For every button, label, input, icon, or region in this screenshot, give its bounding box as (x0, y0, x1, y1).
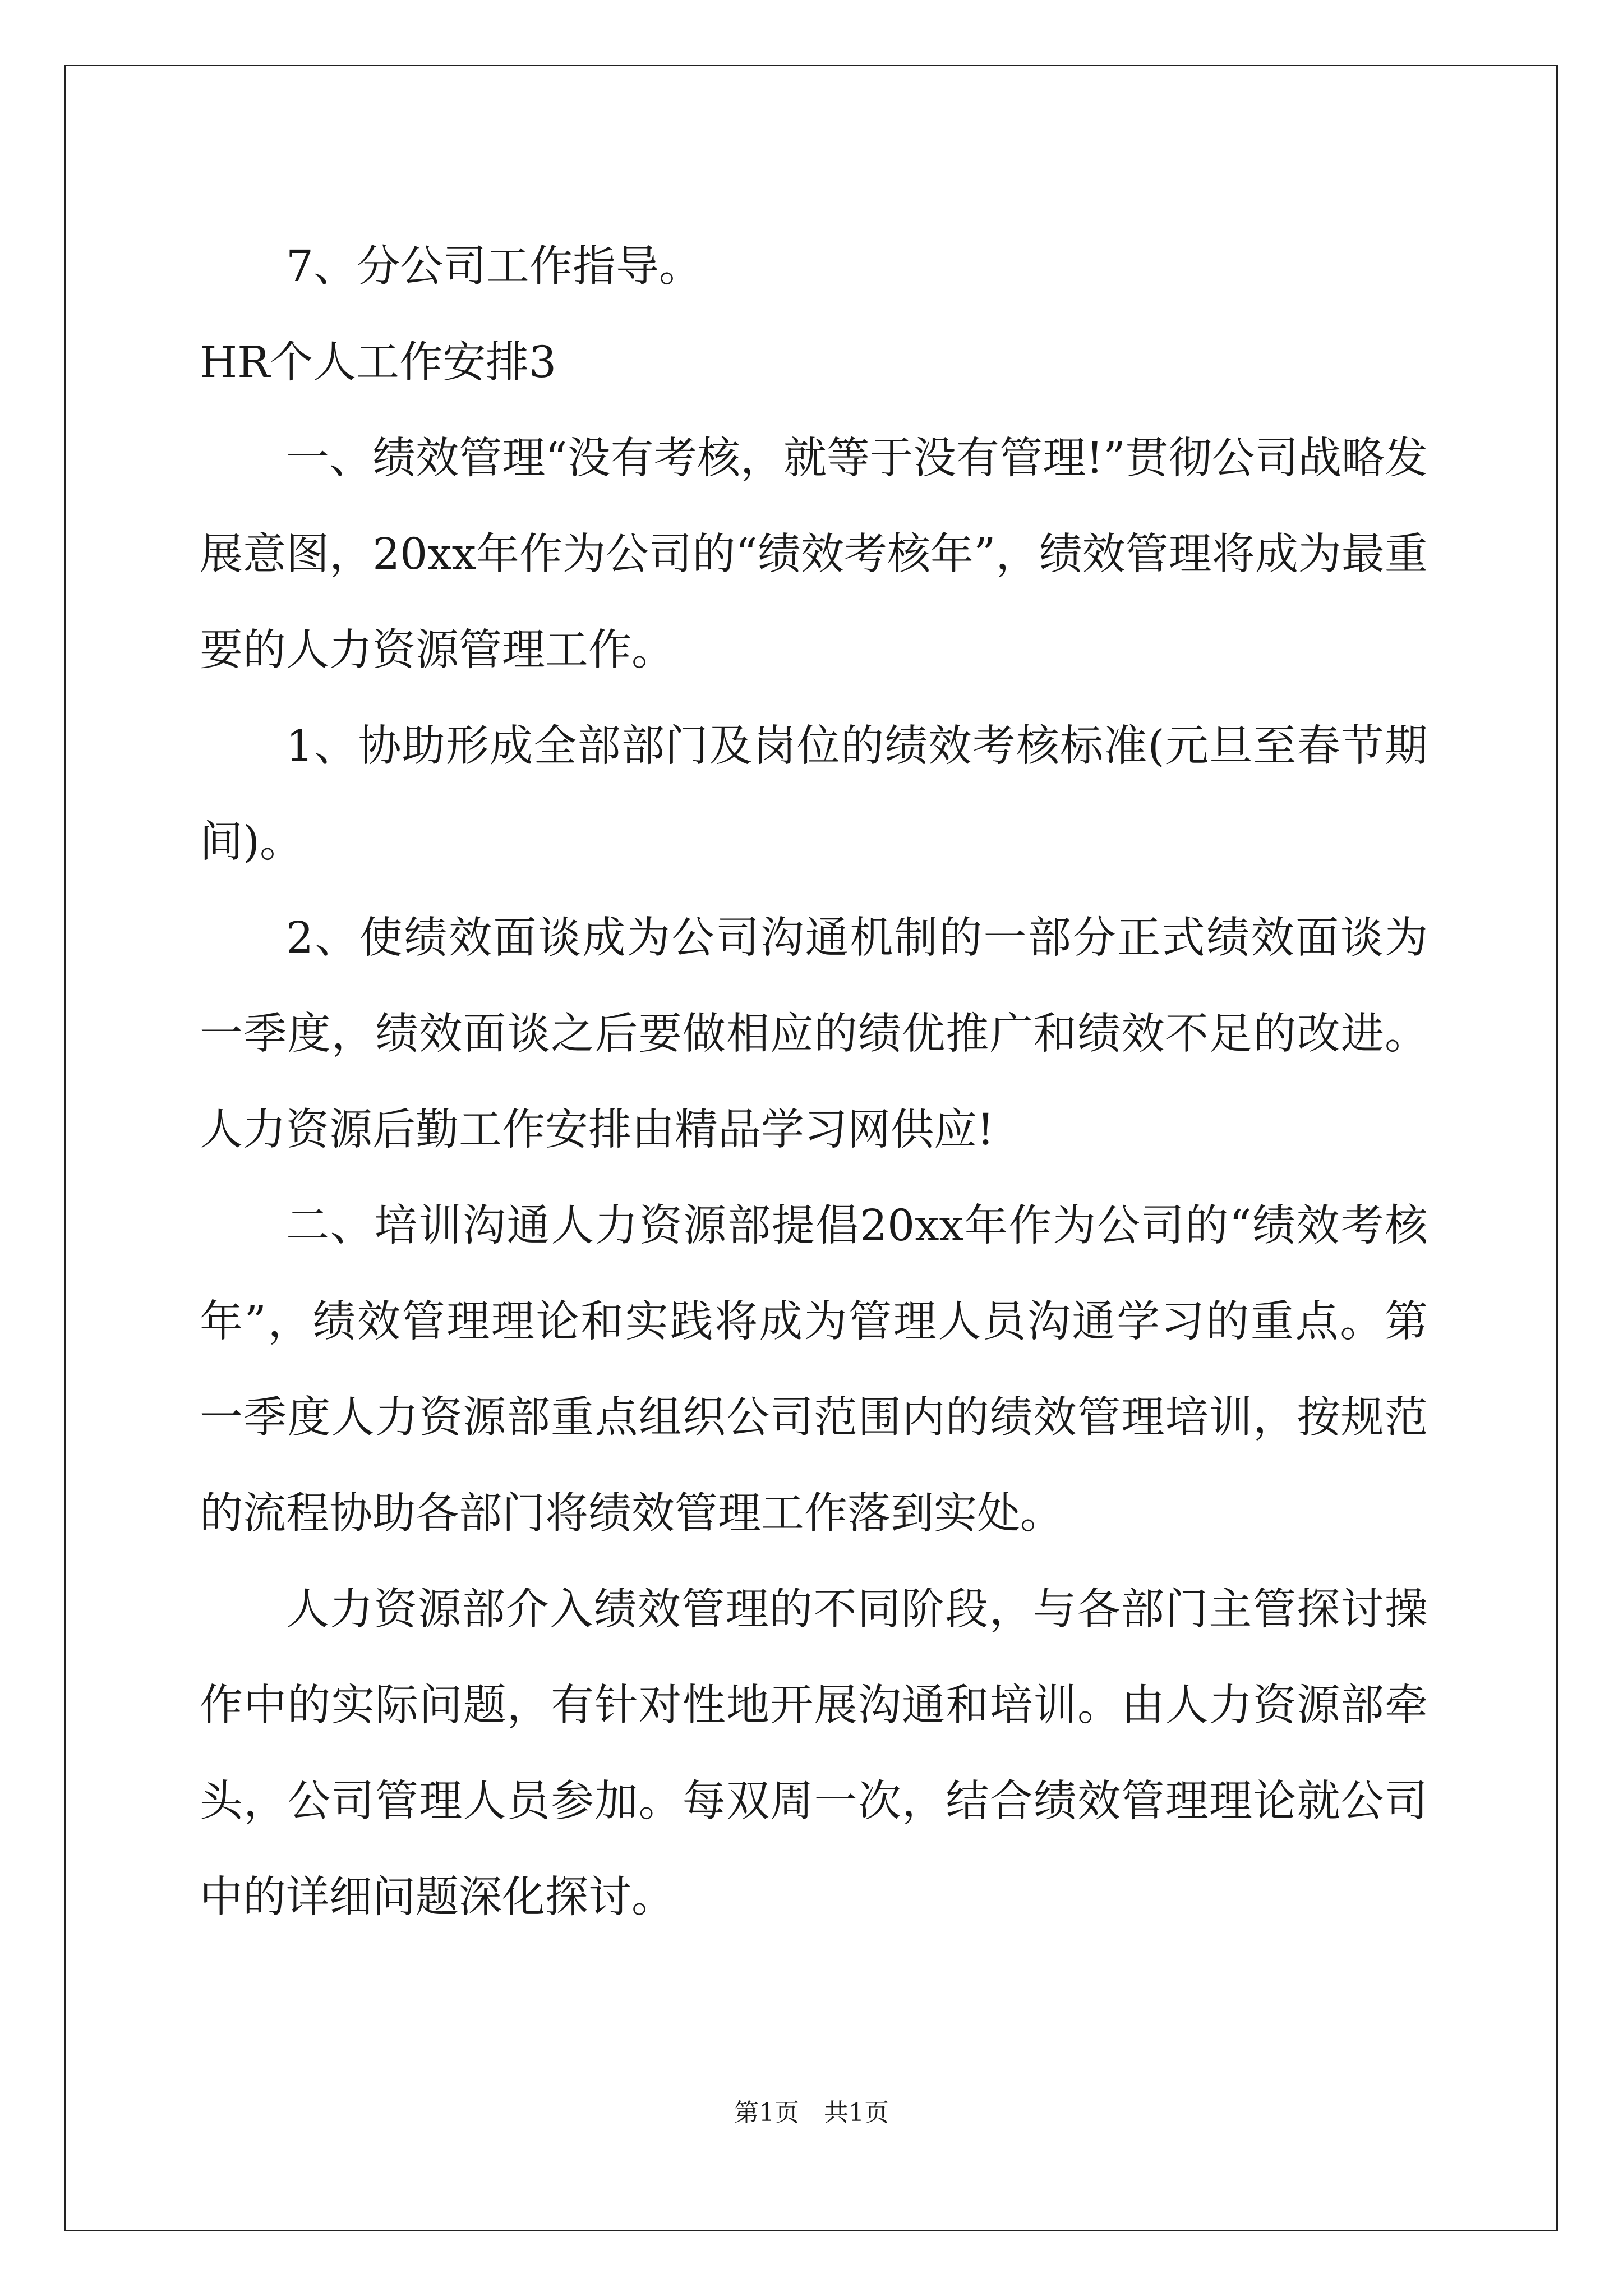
paragraph-performance-management: 一、绩效管理“没有考核，就等于没有管理!”贯彻公司战略发展意图，20xx年作为公司的“绩效考核年”，绩效管理将成为最重要的人力资源管理工作。 (200, 434, 1428, 675)
paragraph-item-7: 7、分公司工作指导。 (286, 242, 702, 292)
paragraph-hr-involvement: 人力资源部介入绩效管理的不同阶段，与各部门主管探讨操作中的实际问题，有针对性地开展沟通和培训。由人力资源部牵头，公司管理人员参加。每双周一次，结合绩效管理理论就公司中的详细问题深化探讨。 (200, 1585, 1428, 1922)
paragraph-item-1: 1、协助形成全部部门及岗位的绩效考核标准(元旦至春节期间)。 (200, 721, 1428, 867)
page-number-footer: 第1页 共1页 (734, 2099, 889, 2127)
paragraph-item-2: 2、使绩效面谈成为公司沟通机制的一部分正式绩效面谈为一季度，绩效面谈之后要做相应的绩优推广和绩效不足的改进。人力资源后勤工作安排由精品学习网供应! (200, 913, 1428, 1155)
document-body (200, 219, 1428, 1945)
section-heading: HR个人工作安排3 (200, 338, 557, 388)
paragraph-training: 二、培训沟通人力资源部提倡20xx年作为公司的“绩效考核年”，绩效管理理论和实践将成为管理人员沟通学习的重点。第一季度人力资源部重点组织公司范围内的绩效管理培训，按规范的流程协助各部门将绩效管理工作落到实处。 (200, 1201, 1428, 1539)
